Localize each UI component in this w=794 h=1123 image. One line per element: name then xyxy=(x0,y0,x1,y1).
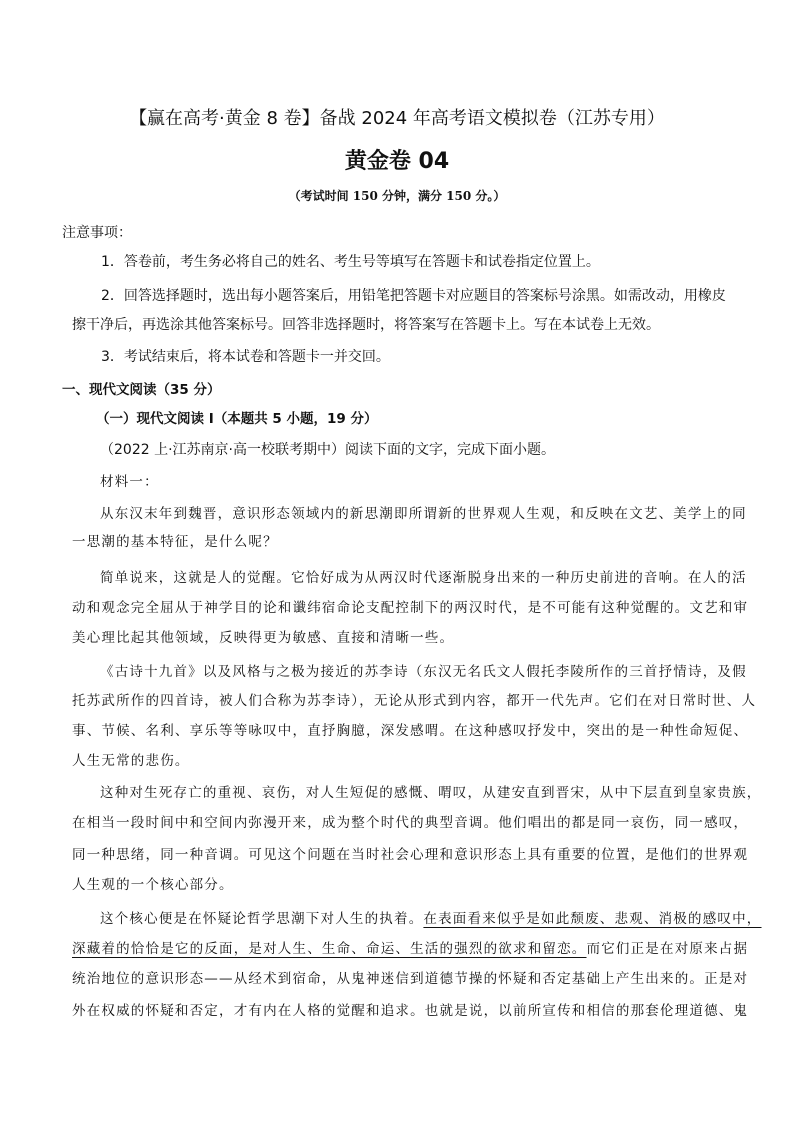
paragraph-line xyxy=(100,907,762,927)
notice-item-3: 3．考试结束后，将本试卷和答题卡一并交回。 xyxy=(101,349,390,365)
paragraph-segment: 而它们正是在对原来占据 xyxy=(586,941,749,957)
subsection-heading: （一）现代文阅读 I（本题共 5 小题，19 分） xyxy=(96,411,378,427)
notice-item-2: 2．回答选择题时，选出每小题答案后，用铅笔把答题卡对应题目的答案标号涂黑。如需改动，用橡皮 xyxy=(101,288,726,304)
section-heading: 一、现代文阅读（35 分） xyxy=(62,382,221,398)
exam-info: （考试时间 150 分钟，满分 150 分。） xyxy=(288,189,506,203)
paragraph-line: 这种对生死存亡的重视、哀伤，对人生短促的感慨、喟叹，从建安直到晋宋，从中下层直到皇家贵族， xyxy=(100,785,762,801)
notice-heading: 注意事项： xyxy=(62,225,132,241)
underlined-sentence: 在表面看来似乎是如此颓废、悲观、消极的感叹中， xyxy=(423,911,762,927)
paragraph-line xyxy=(72,937,748,957)
paragraph-line: 统治地位的意识形态——从经术到宿命，从鬼神迷信到道德节操的怀疑和否定基础上产生出来的。正是对 xyxy=(72,971,749,987)
paragraph-line: 动和观念完全屈从于神学目的论和谶纬宿命论支配控制下的两汉时代，是不可能有这种觉醒的。文艺和审 xyxy=(72,600,749,616)
paragraph-line: 一思潮的基本特征，是什么呢？ xyxy=(72,534,278,550)
header-title: 【赢在高考·黄金 8 卷】备战 2024 年高考语文模拟卷（江苏专用） xyxy=(129,108,665,129)
paragraph-line: 从东汉末年到魏晋，意识形态领域内的新思潮即所谓新的世界观人生观，和反映在文艺、美学上的同 xyxy=(100,506,747,522)
paragraph-line: 同一种思绪，同一种音调。可见这个问题在当时社会心理和意识形态上具有重要的位置，是他们的世界观 xyxy=(72,847,749,863)
source-line: （2022 上·江苏南京·高一校联考期中）阅读下面的文字，完成下面小题。 xyxy=(100,442,555,458)
notice-item-2-cont: 擦干净后，再选涂其他答案标号。回答非选择题时，将答案写在答题卡上。写在本试卷上无效。 xyxy=(72,317,660,333)
paragraph-line: 《古诗十九首》以及风格与之极为接近的苏李诗（东汉无名氏文人假托李陵所作的三首抒情诗，及假 xyxy=(100,664,747,680)
paragraph-line: 在相当一段时间中和空间内弥漫开来，成为整个时代的典型音调。他们唱出的都是同一哀伤，同一感叹， xyxy=(72,815,749,831)
paragraph-line: 美心理比起其他领域，反映得更为敏感、直接和清晰一些。 xyxy=(72,630,455,646)
paragraph-segment: 这个核心便是在怀疑论哲学思潮下对人生的执着。 xyxy=(100,911,424,927)
paragraph-line: 简单说来，这就是人的觉醒。它恰好成为从两汉时代逐渐脱身出来的一种历史前进的音响。在人的活 xyxy=(100,570,747,586)
page-title: 黄金卷 04 xyxy=(344,149,450,174)
paragraph-line: 人生观的一个核心部分。 xyxy=(72,877,234,893)
paragraph-line: 人生无常的悲伤。 xyxy=(72,753,190,769)
paragraph-line: 外在权威的怀疑和否定，才有内在人格的觉醒和追求。也就是说，以前所宣传和相信的那套伦理道德、鬼 xyxy=(72,1003,749,1019)
notice-item-1: 1．答卷前，考生务必将自己的姓名、考生号等填写在答题卡和试卷指定位置上。 xyxy=(101,254,600,270)
paragraph-line: 事、节候、名利、享乐等等咏叹中，直抒胸臆，深发感喟。在这种感叹抒发中，突出的是一种性命短促、 xyxy=(72,723,749,739)
material-label: 材料一： xyxy=(100,474,159,490)
underlined-sentence: 深藏着的恰恰是它的反面，是对人生、生命、命运、生活的强烈的欲求和留恋。 xyxy=(72,941,587,957)
paragraph-line: 托苏武所作的四首诗，被人们合称为苏李诗），无论从形式到内容，都开一代先声。它们在对日常时世、人 xyxy=(72,693,757,709)
